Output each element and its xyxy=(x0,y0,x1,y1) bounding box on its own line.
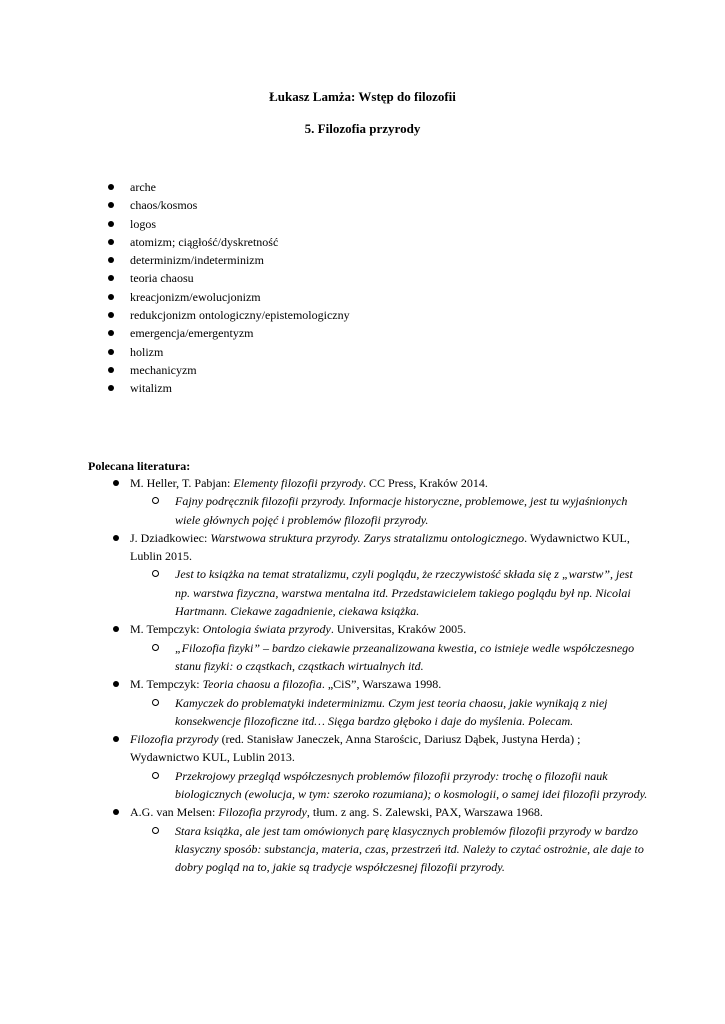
literature-entry: M. Heller, T. Pabjan: Elementy filozofii przyrody. CC Press, Kraków 2014. xyxy=(108,474,648,492)
literature-list xyxy=(108,474,648,877)
literature-entry: M. Tempczyk: Teoria chaosu a filozofia. „CiS”, Warszawa 1998. xyxy=(108,675,648,693)
literature-entry: Filozofia przyrody (red. Stanisław Janeczek, Anna Starościc, Dariusz Dąbek, Justyna Herda) ; Wydawnictwo KUL, Lublin 2013. xyxy=(108,730,648,767)
list-item: chaos/kosmos xyxy=(106,196,350,214)
list-item: witalizm xyxy=(106,379,350,397)
bullet-icon xyxy=(113,626,119,632)
literature-heading: Polecana literatura: xyxy=(88,459,191,473)
bullet-icon xyxy=(108,257,114,263)
list-item: teoria chaosu xyxy=(106,269,350,287)
list-item: determinizm/indeterminizm xyxy=(106,251,350,269)
bullet-icon xyxy=(108,275,114,281)
section-title: 5. Filozofia przyrody xyxy=(304,121,421,136)
bullet-icon xyxy=(108,385,114,391)
literature-note: Przekrojowy przegląd współczesnych problemów filozofii przyrody: trochę o filozofii nauk biologicznych (ewolucja, w tym: szeroko rozumiana); o kosmologii, o samej idei filozofii przyrody. xyxy=(108,767,648,804)
list-item: emergencja/emergentyzm xyxy=(106,324,350,342)
sub-bullet-icon xyxy=(152,644,159,651)
bullet-icon xyxy=(108,221,114,227)
bullet-icon xyxy=(108,330,114,336)
document-title: Łukasz Lamża: Wstęp do filozofii xyxy=(269,89,456,104)
bullet-icon xyxy=(108,239,114,245)
literature-note: Jest to książka na temat stratalizmu, czyli poglądu, że rzeczywistość składa się z „warstw”, jest np. warstwa fizyczna, warstwa mentalna itd. Przedstawicielem takiego poglądu był np. Nicolai Hartmann. Ciekawe zagadnienie, ciekawa książka. xyxy=(108,565,648,620)
bullet-icon xyxy=(108,367,114,373)
literature-note: Fajny podręcznik filozofii przyrody. Informacje historyczne, problemowe, jest tu wyjaśnionych wiele głównych pojęć i problemów filozofii przyrody. xyxy=(108,492,648,529)
list-item: mechanicyzm xyxy=(106,361,350,379)
list-item: kreacjonizm/ewolucjonizm xyxy=(106,288,350,306)
terms-list xyxy=(106,178,350,398)
sub-bullet-icon xyxy=(152,699,159,706)
sub-bullet-icon xyxy=(152,570,159,577)
list-item: redukcjonizm ontologiczny/epistemologiczny xyxy=(106,306,350,324)
bullet-icon xyxy=(108,349,114,355)
sub-bullet-icon xyxy=(152,497,159,504)
bullet-icon xyxy=(108,202,114,208)
list-item: holizm xyxy=(106,343,350,361)
bullet-icon xyxy=(113,681,119,687)
literature-entry: J. Dziadkowiec: Warstwowa struktura przyrody. Zarys stratalizmu ontologicznego. Wydawnictwo KUL, Lublin 2015. xyxy=(108,529,648,566)
literature-entry: M. Tempczyk: Ontologia świata przyrody. Universitas, Kraków 2005. xyxy=(108,620,648,638)
bullet-icon xyxy=(113,736,119,742)
bullet-icon xyxy=(113,535,119,541)
bullet-icon xyxy=(113,809,119,815)
literature-entry: A.G. van Melsen: Filozofia przyrody, tłum. z ang. S. Zalewski, PAX, Warszawa 1968. xyxy=(108,803,648,821)
bullet-icon xyxy=(108,184,114,190)
bullet-icon xyxy=(108,294,114,300)
list-item: logos xyxy=(106,215,350,233)
sub-bullet-icon xyxy=(152,827,159,834)
bullet-icon xyxy=(108,312,114,318)
literature-note: „Filozofia fizyki” – bardzo ciekawie przeanalizowana kwestia, co istnieje wedle współczesnego stanu fizyki: o cząstkach, cząstkach wirtualnych itd. xyxy=(108,639,648,676)
list-item: arche xyxy=(106,178,350,196)
sub-bullet-icon xyxy=(152,772,159,779)
literature-note: Kamyczek do problematyki indeterminizmu. Czym jest teoria chaosu, jakie wynikają z niej konsekwencje filozoficzne itd… Sięga bardzo głęboko i daje do myślenia. Polecam. xyxy=(108,694,648,731)
bullet-icon xyxy=(113,480,119,486)
list-item: atomizm; ciągłość/dyskretność xyxy=(106,233,350,251)
literature-note: Stara książka, ale jest tam omówionych parę klasycznych problemów filozofii przyrody w bardzo klasyczny sposób: substancja, materia, czas, przestrzeń itd. Należy to czytać ostrożnie, ale daje to dobry pogląd na to, jakie są tradycje współczesnej filozofii przyrody. xyxy=(108,822,648,877)
